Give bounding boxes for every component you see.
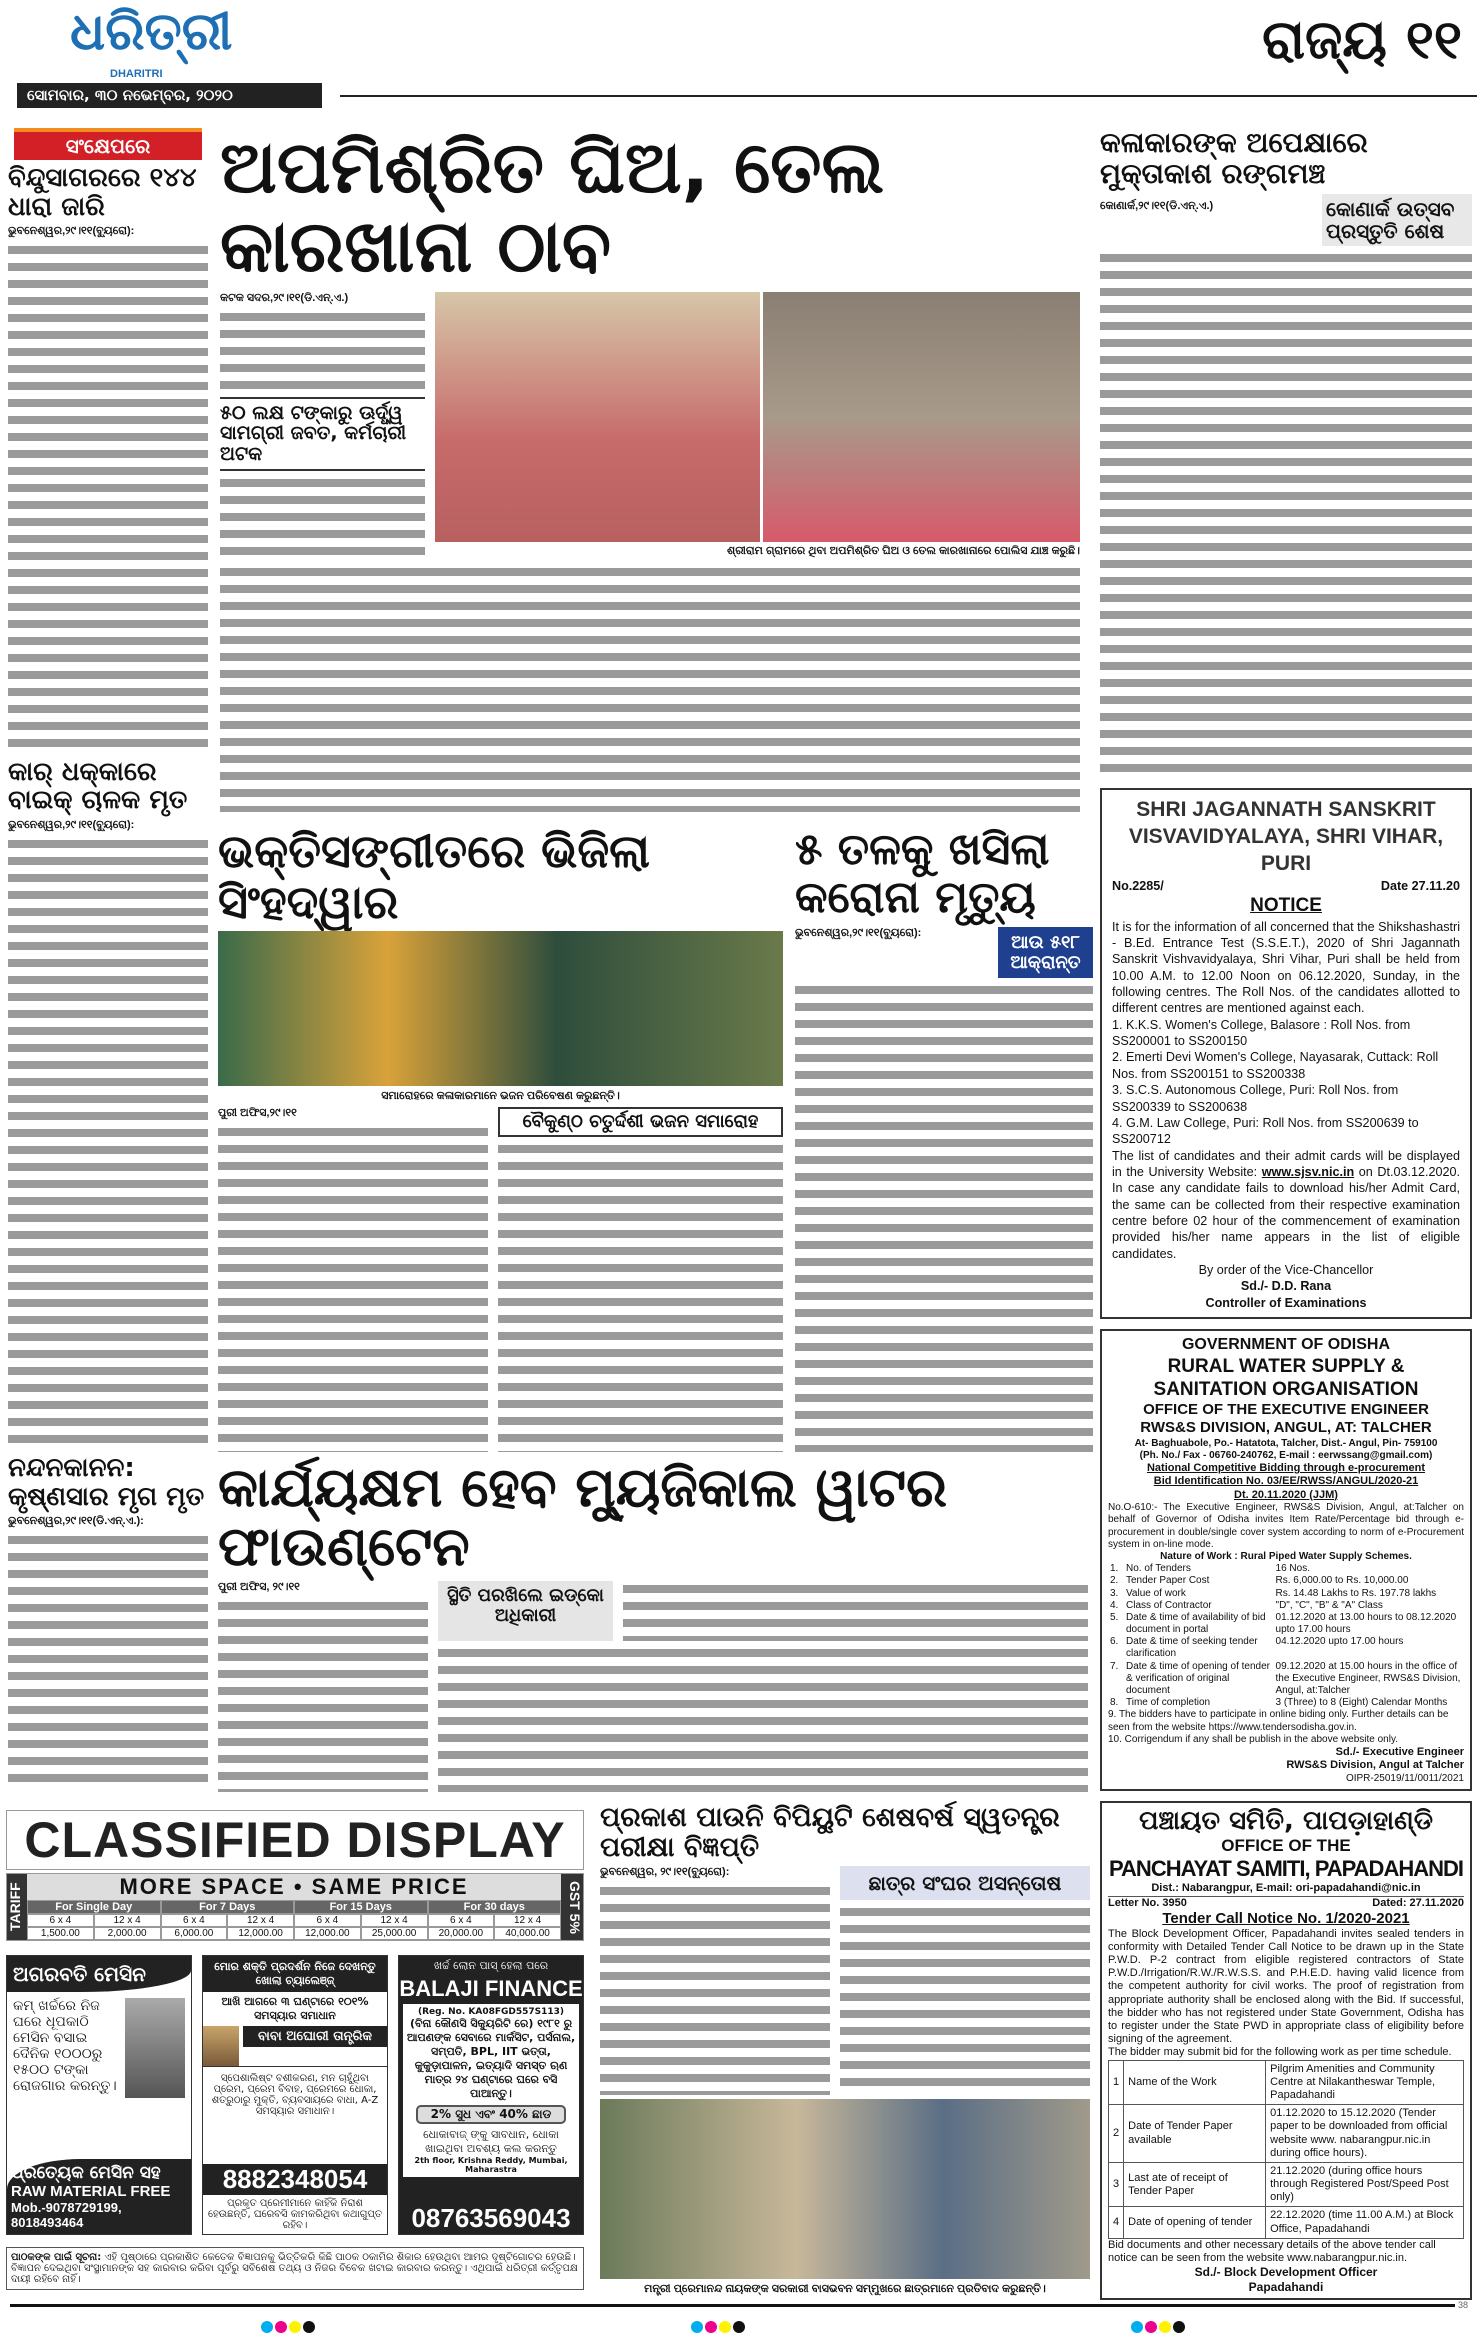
sjsv-notice (1100, 788, 1472, 1320)
briefs-label: ସଂକ୍ଷେପରେ (14, 128, 202, 160)
lead-story (220, 125, 1080, 812)
table-row (1108, 1575, 1464, 1587)
table-cell: Pilgrim Amenities and Community Centre at Nilakantheswar Temple, Papadahandi (1266, 2060, 1464, 2105)
tariff-size: 6 x 4 (27, 1914, 94, 1927)
registration-marks (260, 2320, 316, 2338)
tariff-price: 40,000.00 (494, 1927, 561, 1940)
notice-title: RWS&S DIVISION, ANGUL, AT: TALCHER (1140, 1419, 1432, 1437)
notice-heading: NOTICE (1250, 894, 1322, 916)
cyan-mark (691, 2321, 703, 2333)
yellow-mark (289, 2321, 301, 2333)
bhakti-caption: ସମାରୋହରେ କଳାକାରମାନେ ଭଜନ ପରିବେଷଣ କରୁଛନ୍ତି। (381, 1090, 620, 1103)
table-cell: 3. (1110, 1587, 1119, 1599)
corona-badge: ଆଉ ୫୧୮ ଆକ୍ରାନ୍ତ (998, 927, 1093, 979)
tariff-price: 2,000.00 (94, 1927, 161, 1940)
table-row (1108, 1600, 1464, 1612)
ad-address: 2th floor, Krishna Reddy, Mumbai, Maharastra (414, 2156, 568, 2174)
notice-subtitle: National Competitive Bidding through e-procurement (1146, 1462, 1426, 1474)
notice-body: No.O-610:- The Executive Engineer, RWS&S Division, Angul, at:Talcher on behalf of Governor of Odisha invites Item Rate/Percentage bid through e-procurement in double/single cover system according to norm of e-Procurement system in on-line mode. (1108, 1502, 1464, 1550)
konark-subheadline: କୋଣାର୍କ ଉତ୍ସବ ପ୍ରସ୍ତୁତି ଶେଷ (1322, 194, 1472, 246)
brief-headline: ବିନ୍ଦୁସାଗରରେ ୧୪୪ ଧାରା ଜାରି (8, 163, 197, 222)
notice-heading: Tender Call Notice No. 1/2020-2021 (1162, 1909, 1410, 1927)
exam-headline: ପ୍ରକାଶ ପାଉନି ବିପିୟୁଟି ଶେଷବର୍ଷ ସ୍ୱତନ୍ତ୍ର ପରୀକ୍ଷା ବିଜ୍ଞପ୍ତି (600, 1802, 1060, 1863)
article-body-text (218, 1598, 428, 1792)
ad-mobile: Mob.-9078729199, 8018493464 (11, 2200, 122, 2230)
oipr-code: OIPR-25019/11/0011/2021 (1345, 1772, 1464, 1784)
table-cell: Rs. 6,000.00 to Rs. 10,000.00 (1275, 1575, 1409, 1587)
fountain-headline: କାର୍ଯ୍ୟକ୍ଷମ ହେବ ମ୍ୟୁଜିକାଲ ୱାଟର ଫାଉଣ୍ଟେନ (218, 1456, 948, 1579)
yellow-mark (719, 2321, 731, 2333)
lead-subheadline: ୫୦ ଲକ୍ଷ ଟଙ୍କାରୁ ଊର୍ଦ୍ଧ୍ୱ ସାମଗ୍ରୀ ଜବତ, କର୍ମଚାରୀ ଅଟକ (220, 397, 425, 472)
notice-body: The list of candidates and their admit cards will be displayed in the University Website: (1112, 1148, 1460, 1179)
tariff-period: For 7 Days (161, 1900, 295, 1914)
bhakti-photo (218, 931, 783, 1086)
table-row (1109, 2060, 1464, 2105)
tariff-price: 1,500.00 (27, 1927, 94, 1940)
table-row (1108, 1612, 1464, 1636)
ad-phone[interactable]: 8882348054 (203, 2164, 387, 2195)
notice-contact: (Ph. No./ Fax - 06760-240762, E-mail : eerwssang@gmail.com) (1139, 1449, 1433, 1461)
bhakti-headline: ଭକ୍ତିସଙ୍ଗୀତରେ ଭିଜିଲା ସିଂହଦ୍ୱାର (218, 824, 650, 929)
table-row (1108, 1588, 1464, 1600)
centre-item: 4. G.M. Law College, Puri: Roll Nos. from SS200639 to SS200712 (1112, 1115, 1419, 1147)
brief-dateline: ଭୁବନେଶ୍ୱର,୨୯।୧୧(ବ୍ୟୁରୋ): (8, 225, 135, 238)
ad-name: ବାବା ଅଘୋରୀ ତାନ୍ତ୍ରିକ (243, 2026, 387, 2047)
notice-title: VISVAVIDYALAYA, SHRI VIHAR, PURI (1128, 824, 1444, 876)
table-cell: Rs. 14.48 Lakhs to Rs. 197.78 lakhs (1275, 1587, 1437, 1599)
notice-title: PANCHAYAT SAMITI, PAPADAHANDI (1109, 1855, 1463, 1881)
exam-story (600, 1803, 1090, 2296)
section-title (1262, 10, 1462, 69)
table-cell: 4 (1109, 2207, 1124, 2238)
article-body-text (438, 1645, 1088, 1792)
brief-dateline: ଭୁବନେଶ୍ୱର,୨୯।୧୧(ଡି.ଏନ୍.ଏ.): (8, 1515, 144, 1528)
black-mark (1173, 2321, 1185, 2333)
tariff-period: For 30 days (428, 1900, 562, 1914)
article-body-text (8, 836, 208, 1450)
tariff-size: 12 x 4 (227, 1914, 294, 1927)
classified-display (6, 1810, 584, 2290)
notice-title: OFFICE OF THE EXECUTIVE ENGINEER (1143, 1401, 1429, 1419)
table-cell: 3 (Three) to 8 (Eight) Calendar Months (1275, 1697, 1448, 1709)
notice-body: The Block Development Officer, Papadahandi invites sealed tenders in conformity with Detailed Tender Call Notice to be drawn up in the State P.W.D. P-2 contract from eligible registered contractors of State P.W.D./Irrigation/R.W./R.W.S.S. and P.H.E.D. having valid licence from the competent authority for civil works. The proof of registration from appropriate authority shall be enclosed along with the Bid. If successful, the bidder who has not registered under State Government, Odisha has to register under the State PWD in appropriate class of eligibility before signing of the agreement. (1108, 1927, 1464, 2046)
notice-title-odia: ପଞ୍ଚାୟତ ସମିତି, ପାପଡ଼ାହାଣ୍ଡି (1139, 1805, 1433, 1836)
table-cell: 2. (1110, 1575, 1119, 1587)
ad-top: ଖର୍ଚ୍ଚ ଲୋନ ପାସ୍ ହେଲା ପରେ (433, 1959, 549, 1972)
right-column (1100, 128, 1472, 2300)
notice-item: 10. Corrigendum if any shall be publish in the above website only. (1108, 1733, 1398, 1745)
table-cell: Class of Contractor (1126, 1599, 1212, 1611)
tariff-price: 6,000.00 (161, 1927, 228, 1940)
table-cell: "D", "C", "B" & "A" Class (1275, 1599, 1383, 1611)
table-cell: Date of Tender Paper available (1124, 2105, 1266, 2163)
table-row (1109, 2207, 1464, 2238)
table-cell: 09.12.2020 at 15.00 hours in the office of the Executive Engineer, RWS&S Division, Angul, at:Talcher (1275, 1660, 1461, 1697)
tariff-tagline: MORE SPACE • SAME PRICE (119, 1874, 469, 1899)
table-cell: Date & time of availability of bid document in portal (1126, 1611, 1266, 1636)
ad-reg: (Reg. No. KA08FGD557S113) (417, 2007, 565, 2017)
black-mark (733, 2321, 745, 2333)
date-bar: ସୋମବାର, ୩୦ ନଭେମ୍ବର, ୨୦୨୦ (17, 83, 322, 108)
lead-dateline: କଟକ ସଦର,୨୯।୧୧(ଡି.ଏନ୍.ଏ.) (220, 292, 349, 305)
article-body-text (1100, 250, 1472, 778)
table-cell: 8. (1110, 1697, 1119, 1709)
cyan-mark (261, 2321, 273, 2333)
notice-designation: RWS&S Division, Angul at Talcher (1286, 1759, 1464, 1772)
tariff-table (6, 1873, 584, 1941)
ad-body: (ବିନା କୌଣସି ସିକ୍ୟୁରିଟି ରେ) ୧୯୮୧ ରୁ ଆପଣଙ୍କ ସେବାରେ ମାର୍କସିଟ, ପର୍ସନାଲ, ସମ୍ପତି, BPL, IIT ଭତ୍ତା, କୁକୁଡ଼ାପାଳନ, ଇତ୍ୟାଦି ସମସ୍ତ ଋଣ ମାତ୍ର ୨୪ ଘଣ୍ଟାରେ ଘରେ ବସି ପାଆନ୍ତୁ। (406, 2017, 576, 2100)
notice-signature: Sd./- Block Development Officer (1194, 2265, 1378, 2280)
ad-tantrik (202, 1955, 388, 2235)
tariff-price: 12,000.00 (227, 1927, 294, 1940)
notice-title: SHRI JAGANNATH SANSKRIT (1136, 797, 1436, 821)
table-cell: 7. (1110, 1660, 1119, 1672)
rule (340, 95, 1477, 97)
corona-dateline: ଭୁବନେଶ୍ୱର,୨୯।୧୧(ବ୍ୟୁରୋ): (795, 926, 922, 939)
ad-warning: ଧୋକାବାଜ୍ ଙ୍କୁ ସାବଧାନ, ଧୋକା ଖାଇଥିବା ଅବଶ୍ୟ କଲ କରନ୍ତୁ (423, 2128, 559, 2155)
table-row (1108, 1563, 1464, 1575)
tariff-size: 12 x 4 (494, 1914, 561, 1927)
table-cell: Name of the Work (1124, 2060, 1266, 2105)
table-cell: 4. (1110, 1599, 1119, 1611)
work-schedule-table (1108, 2060, 1464, 2239)
classified-title: CLASSIFIED DISPLAY (6, 1810, 584, 1870)
fountain-subheadline: ସ୍ଥିତି ପରଖିଲେ ଇଡ୍‌କୋ ଅଧିକାରୀ (438, 1581, 613, 1641)
bottom-rule (10, 2304, 1455, 2307)
ad-body: ସ୍ପେଶାଲିଷ୍ଟ ବଶୀକରଣ, ମନ ଚାହୁଁଥିବା ପ୍ରେମ, ପ୍ରେମ ବିବାହ, ପ୍ରେମରେ ଧୋକା, ଶତ୍ରୁଠାରୁ ମୁକ୍ତି, ବ୍ୟବସାୟରେ ବାଧା, A-Z ସମସ୍ୟାର ସମାଧାନ। (203, 2066, 387, 2123)
briefs-column (8, 128, 208, 1788)
notice-title: OFFICE OF THE (1221, 1835, 1351, 1855)
table-cell: 04.12.2020 upto 17.00 hours (1275, 1636, 1404, 1648)
table-cell: 16 Nos. (1275, 1563, 1310, 1575)
table-cell: 5. (1110, 1611, 1119, 1623)
logo-latin: DHARITRI (110, 68, 163, 80)
exam-subheadline: ଛାତ୍ର ସଂଘର ଅସନ୍ତୋଷ (840, 1866, 1090, 1900)
ad-offer: 2% ସୁଧ ଏବଂ 40% ଛାଡ (416, 2105, 566, 2124)
article-body-text (8, 242, 208, 754)
notice-date: Dated: 27.11.2020 (1372, 1896, 1464, 1909)
article-body-text (600, 1883, 830, 2095)
ad-top: ମୋର ଶକ୍ତି ପ୍ରଦର୍ଶନ ନିଜେ ଦେଖନ୍ତୁ ଖୋଲା ଚ୍ୟାଲେଞ୍ଜ୍ (203, 1956, 387, 1992)
article-body-text (8, 1532, 208, 1788)
section-name: ରାଜ୍ୟ (1262, 8, 1387, 71)
ad-free: RAW MATERIAL FREE (11, 2183, 171, 2200)
table-cell: Date of opening of tender (1124, 2207, 1266, 2238)
website-link[interactable]: www.sjsv.nic.in (1261, 1164, 1355, 1179)
table-cell: 01.12.2020 to 15.12.2020 (Tender paper to be downloaded from official website www. nabarangpur.nic.in during office hours). (1266, 2105, 1464, 2163)
notice-signature: Sd./- Executive Engineer (1335, 1745, 1464, 1758)
reader-notice-label: ପାଠକଙ୍କ ପାଇଁ ସୂଚନା: (11, 2252, 102, 2263)
tariff-period: For Single Day (27, 1900, 161, 1914)
brief-headline: କାର୍ ଧକ୍କାରେ ବାଇକ୍ ଚାଳକ ମୃତ (8, 756, 188, 816)
page-code: 38 (1458, 2300, 1469, 2310)
notice-footer: Bid documents and other necessary details of the above tender call notice can be seen from the website www.nabarangpur.nic.in. (1108, 2238, 1436, 2265)
logo: ଧରିତ୍ରୀ (70, 2, 233, 62)
yellow-mark (1159, 2321, 1171, 2333)
table-cell: 22.12.2020 (time 11.00 A.M.) at Block Office, Papadahandi (1266, 2207, 1464, 2238)
tender-details-table (1108, 1563, 1464, 1709)
ad-foot: ପ୍ରକୃତ ପ୍ରେମୀମାନେ କାହିଁକି ନିରାଶ ହେଉଛନ୍ତି, ଘରେବସି କାମକରିଥିବା କଥାଗୁପ୍ତ ରହିବ। (207, 2198, 383, 2231)
table-cell: 01.12.2020 at 13.00 hours to 08.12.2020 upto 17.00 hours (1275, 1611, 1457, 1636)
tariff-label: TARIFF (7, 1874, 27, 1940)
bhakti-story (218, 826, 783, 1452)
notice-designation: Controller of Examinations (1205, 1295, 1367, 1310)
table-cell: 6. (1110, 1636, 1119, 1648)
notice-date: Date 27.11.20 (1380, 878, 1460, 893)
notice-body: on Dt.03.12.2020. In case any candidate fails to download his/her Admit Card, the same can be collected from their respective examination centre before 02 hour of the commencement of examination provided his/her name appears in the list of eligible candidates. (1112, 1164, 1460, 1261)
notice-signature: Sd./- D.D. Rana (1240, 1279, 1332, 1294)
notice-title: RURAL WATER SUPPLY & (1167, 1355, 1405, 1377)
bid-id: Bid Identification No. 03/EE/RWSS/ANGUL/2020-21 (1153, 1475, 1419, 1488)
reader-notice (6, 2247, 584, 2290)
bhakti-dateline: ପୁରୀ ଅଫିସ,୨୯।୧୧ (218, 1107, 297, 1120)
corona-headline: ୫ ତଳକୁ ଖସିଲା କରୋନା ମୃତ୍ୟୁ (795, 824, 1050, 924)
ad-title: ଅଗରବତି ମେସିନ (7, 1956, 191, 1992)
article-body-text (220, 309, 425, 392)
baba-photo (203, 2026, 239, 2066)
lead-photo-caption: ଶ୍ରୀରାମ ଗ୍ରାମରେ ଥିବା ଅପମିଶ୍ରିତ ଘିଅ ଓ ତେଲ କାରଖାନାରେ ପୋଲିସ ଯାଞ୍ଚ କରୁଛି। (727, 545, 1080, 558)
article-body-text (220, 475, 425, 558)
notice-title: SANITATION ORGANISATION (1153, 1378, 1419, 1400)
tariff-size: 6 x 4 (428, 1914, 495, 1927)
ad-name: BALAJI FINANCE (399, 1976, 583, 2001)
centre-item: 2. Emerti Devi Women's College, Nayasarak, Cuttack: Roll Nos. from SS200151 to SS200338 (1112, 1050, 1439, 1081)
article-body-text (218, 1124, 488, 1452)
konark-dateline: କୋଣାର୍କ,୨୯।୧୧(ଡି.ଏନ୍.ଏ.) (1100, 199, 1214, 212)
centre-item: 3. S.C.S. Autonomous College, Puri: Roll Nos. from SS200339 to SS200638 (1112, 1083, 1399, 1114)
table-cell: 1. (1110, 1563, 1119, 1575)
rwss-notice (1100, 1329, 1472, 1791)
notice-title: GOVERNMENT OF ODISHA (1181, 1336, 1390, 1354)
table-row (1109, 2162, 1464, 2207)
table-row (1108, 1636, 1464, 1660)
notice-number: No.2285/ (1112, 878, 1164, 893)
table-cell: Date & time of seeking tender clarification (1126, 1636, 1258, 1660)
lead-photo-police (763, 292, 1080, 542)
reader-notice-text: ଏହି ପୃଷ୍ଠାରେ ପ୍ରକାଶିତ କେତେକ ବିଜ୍ଞାପନକୁ ଭିତ୍ତିକରି କିଛି ପାଠକ ଠକାମିର ଶିକାର ହେଉଥିବା ଆମର ଦୃଷ୍ଟିଗୋଚର ହେଉଛି। ବିଜ୍ଞାପନ ଦେଇଥିବା ସଂସ୍ଥାମାନଙ୍କ ସହ କାରବାର କରିବା ପୂର୍ବରୁ ସବିଶେଷ ତଥ୍ୟ ଓ ନିଜର ବିବେକ ଖଟାଇ କାରବାର କରନ୍ତୁ। ଏଥିପାଇଁ ଧରିତ୍ରୀ କର୍ତ୍ତୃପକ୍ଷ ଦାୟୀ ରହିବେ ନାହିଁ। (11, 2252, 578, 2285)
table-cell: Date & time of opening of tender & verification of original document (1126, 1660, 1270, 1697)
table-cell: No. of Tenders (1126, 1563, 1191, 1575)
table-cell: 2 (1109, 2105, 1124, 2163)
table-cell: Value of work (1126, 1587, 1186, 1599)
article-body-text (220, 564, 1080, 812)
machine-image (125, 1998, 185, 2098)
article-body-text (795, 982, 1093, 1452)
ad-phone[interactable]: 08763569043 (411, 2203, 571, 2233)
table-cell: 3 (1109, 2162, 1124, 2207)
table-cell: Last ate of receipt of Tender Paper (1124, 2162, 1266, 2207)
ad-body: କମ୍ ଖର୍ଚ୍ଚରେ ନିଜ ଘରେ ଧୂପକାଠି ମେସିନ ବସାଇ ଦୈନିକ ୧୦୦୦ରୁ ୧୫୦୦ ଟଙ୍କା ରୋଜଗାର କରନ୍ତୁ। (13, 1998, 117, 2094)
fountain-dateline: ପୁରୀ ଅଫିସ, ୨୯।୧୧ (218, 1580, 300, 1593)
konark-headline: କଳାକାରଙ୍କ ଅପେକ୍ଷାରେ ମୁକ୍ତାକାଶ ରଙ୍ଗମଞ୍ଚ (1100, 126, 1368, 190)
notice-contact: Dist.: Nabarangpur, E-mail: ori-papadahandi@nic.in (1151, 1882, 1421, 1895)
magenta-mark (275, 2321, 287, 2333)
corona-story (795, 826, 1093, 1452)
ad-foot: ପ୍ରତ୍ୟେକ ମେସିନ ସହ (11, 2163, 161, 2183)
tariff-size: 12 x 4 (361, 1914, 428, 1927)
bhakti-subheadline: ବୈକୁଣ୍ଠ ଚତୁର୍ଦ୍ଦଶୀ ଭଜନ ସମାରୋହ (498, 1107, 783, 1137)
brief-dateline: ଭୁବନେଶ୍ୱର,୨୯।୧୧(ବ୍ୟୁରୋ): (8, 819, 135, 832)
exam-protest-photo (600, 2099, 1090, 2279)
ad-line: ଆଖି ଆଗରେ ୩ ଘଣ୍ଟାରେ ୧୦୧% ସମସ୍ୟାର ସମାଧାନ (221, 1995, 369, 2022)
notice-order: By order of the Vice-Chancellor (1198, 1263, 1374, 1278)
table-row (1108, 1661, 1464, 1698)
notice-designation: Papadahandi (1248, 2279, 1324, 2294)
table-cell: 21.12.2020 (during office hours through Registered Post/Speed Post only) (1266, 2162, 1464, 2207)
table-row (1109, 2105, 1464, 2163)
gst-label: GST 5% (561, 1874, 583, 1940)
magenta-mark (1145, 2321, 1157, 2333)
registration-marks (1130, 2320, 1186, 2338)
notice-address: At- Baghuabole, Po.- Hatatota, Talcher, Dist.- Angul, Pin- 759100 (1134, 1437, 1438, 1449)
ad-balaji-finance (398, 1955, 584, 2235)
notice-item: 9. The bidders have to participate in online biding only. Further details can be seen from the website https://www.tendersodisha.gov.in. (1108, 1709, 1449, 1733)
notice-body: The bidder may submit bid for the following work as per time schedule. (1108, 2046, 1452, 2059)
ad-agarbatti-machine (6, 1955, 192, 2235)
page-number: ୧୧ (1405, 8, 1462, 71)
table-cell: 1 (1109, 2060, 1124, 2105)
brief-headline: ନନ୍ଦନକାନନ: କୃଷ୍ଣସାର ମୃଗ ମୃତ (8, 1452, 205, 1512)
lead-headline: ଅପମିଶ୍ରିତ ଘିଅ, ତେଲ କାରଖାନା ଠାବ (220, 125, 885, 289)
konark-story (1100, 128, 1472, 778)
tariff-size: 6 x 4 (161, 1914, 228, 1927)
tariff-price: 20,000.00 (428, 1927, 495, 1940)
table-cell: Time of completion (1126, 1697, 1211, 1709)
panchayat-notice (1100, 1801, 1472, 2300)
table-cell: Tender Paper Cost (1126, 1575, 1210, 1587)
cyan-mark (1131, 2321, 1143, 2333)
centre-item: 1. K.K.S. Women's College, Balasore : Roll Nos. from SS200001 to SS200150 (1112, 1017, 1411, 1049)
exam-photo-caption: ମନ୍ତ୍ରୀ ପ୍ରେମାନନ୍ଦ ନାୟକଙ୍କ ସରକାରୀ ବାସଭବନ ସମ୍ମୁଖରେ ଛାତ୍ରମାନେ ପ୍ରତିବାଦ କରୁଛନ୍ତି। (644, 2283, 1046, 2295)
article-body-text (623, 1581, 1088, 1641)
tariff-price: 12,000.00 (294, 1927, 361, 1940)
tariff-price: 25,000.00 (361, 1927, 428, 1940)
exam-dateline: ଭୁବନେଶ୍ୱର, ୨୯।୧୧(ବ୍ୟୁରୋ): (600, 1866, 730, 1879)
article-body-text (840, 1904, 1090, 2095)
bid-date: Dt. 20.11.2020 (JJM) (1234, 1488, 1338, 1501)
tariff-period: For 15 Days (294, 1900, 428, 1914)
letter-number: Letter No. 3950 (1108, 1896, 1187, 1909)
article-body-text (498, 1141, 783, 1452)
magenta-mark (705, 2321, 717, 2333)
black-mark (303, 2321, 315, 2333)
fountain-story (218, 1458, 1088, 1792)
registration-marks (690, 2320, 746, 2338)
tariff-size: 6 x 4 (294, 1914, 361, 1927)
nature-of-work: Nature of Work : Rural Piped Water Supply Schemes. (1160, 1550, 1412, 1562)
notice-body: It is for the information of all concerned that the Shikshashastri - B.Ed. Entrance Test (S.S.E.T.), 2020 of Shri Jagannath Sanskrit Vishvavidyalaya, Shri Vihar, Puri shall be held from 10.00 A.M. to 12.00 Noon on 06.12.2020, Sunday, in the following centres. The Roll Nos. of the candidates allotted to different centres are mentioned against each. (1112, 919, 1460, 1016)
lead-photo-goods (435, 292, 760, 542)
table-row (1108, 1697, 1464, 1709)
tariff-size: 12 x 4 (94, 1914, 161, 1927)
